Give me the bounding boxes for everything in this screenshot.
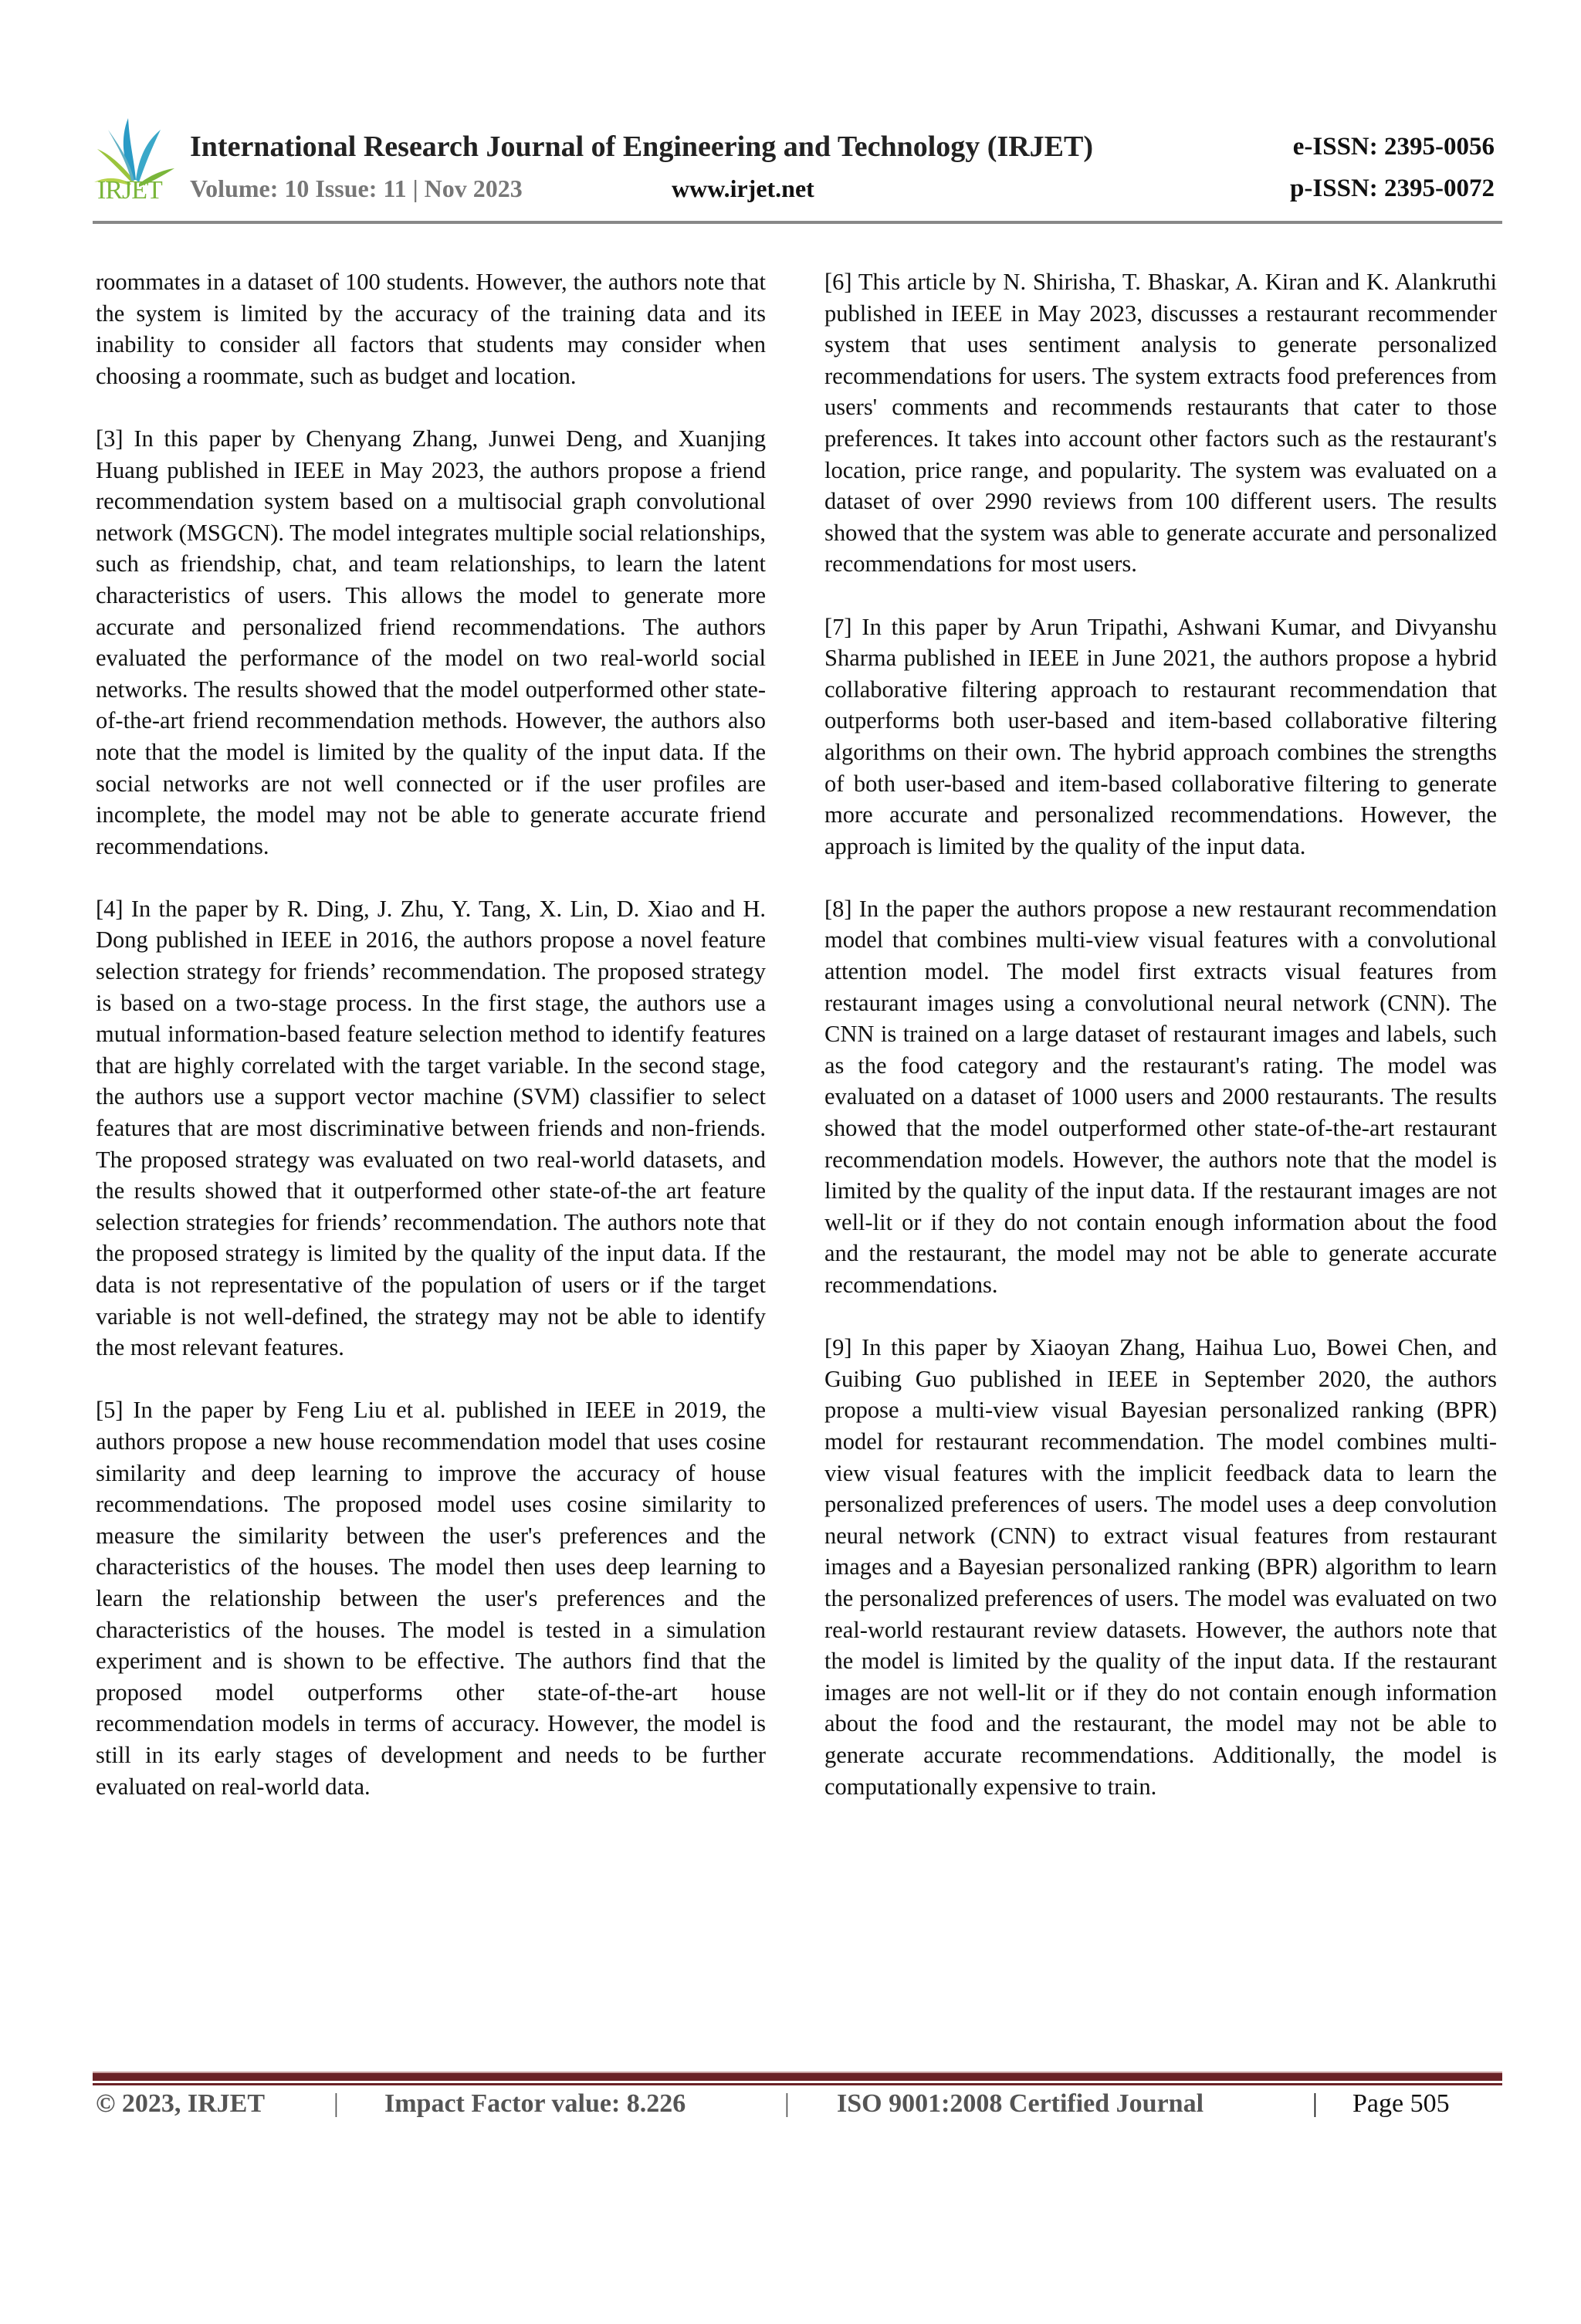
logo-wordmark: IRJET	[97, 176, 162, 205]
volume-issue: Volume: 10 Issue: 11 | Nov 2023	[190, 174, 523, 202]
journal-title: International Research Journal of Engineering and Technology (IRJET)	[190, 130, 1094, 163]
paragraph: roommates in a dataset of 100 students. However, the authors note that the system is limited by the accuracy of the training data and its inability to consider all factors that students may consider when choosing a roommate, such as budget and location.	[96, 269, 766, 389]
footer-copyright: © 2023, IRJET	[96, 2089, 266, 2118]
footer-separator: |	[1312, 2089, 1318, 2118]
left-column	[96, 266, 766, 1834]
website-link[interactable]: www.irjet.net	[672, 174, 814, 202]
page-footer	[96, 2089, 1450, 2324]
paragraph: [6] This article by N. Shirisha, T. Bhaskar, A. Kiran and K. Alankruthi published in IEEE in May 2023, discusses a restaurant recommender system that uses sentiment analysis to generate personalized recommendations for users. The system extracts food preferences from users' comments and recommends restaurants that cater to those preferences. It takes into account other factors such as the restaurant's location, price range, and popularity. The system was evaluated on a dataset of over 2990 reviews from 100 different users. The results showed that the system was able to generate accurate and personalized recommendations for most users.	[824, 269, 1497, 578]
paragraph: [9] In this paper by Xiaoyan Zhang, Haihua Luo, Bowei Chen, and Guibing Guo published in IEEE in September 2020, the authors propose a multi-view visual Bayesian personalized ranking (BPR) model for restaurant recommendation. The model combines multi-view visual features with the implicit feedback data to learn the personalized preferences of users. The model uses a deep convolution neural network (CNN) to extract visual features from restaurant images and a Bayesian personalized ranking (BPR) algorithm to learn the personalized preferences of users. The model was evaluated on two real-world restaurant review datasets. However, the authors note that the model is limited by the quality of the input data. If the restaurant images are not well-lit or if they do not contain enough information about the food and the restaurant, the model may not be able to generate accurate recommendations. Additionally, the model is computationally expensive to train.	[824, 1334, 1497, 1800]
footer-impact-factor: Impact Factor value: 8.226	[384, 2089, 686, 2118]
footer-separator: |	[333, 2089, 339, 2118]
footer-separator: |	[784, 2089, 790, 2118]
paragraph: [7] In this paper by Arun Tripathi, Ashwani Kumar, and Divyanshu Sharma published in IEEE in June 2021, the authors propose a hybrid collaborative filtering approach to restaurant recommendation that outperforms both user-based and item-based collaborative filtering algorithms on their own. The hybrid approach combines the strengths of both user-based and item-based collaborative filtering to generate more accurate and personalized recommendations. However, the approach is limited by the quality of the input data.	[824, 613, 1497, 859]
p-issn: p-ISSN: 2395-0072	[1290, 174, 1495, 202]
paragraph: [5] In the paper by Feng Liu et al. published in IEEE in 2019, the authors propose a new house recommendation model that uses cosine similarity and deep learning to improve the accuracy of house recommendations. The proposed model uses cosine similarity to measure the similarity between the user's preferences and the characteristics of the houses. The model then uses deep learning to learn the relationship between the user's preferences and the characteristics of the houses. The model is tested in a simulation experiment and is shown to be effective. The authors find that the proposed model outperforms other state-of-the-art house recommendation models in terms of accuracy. However, the model is still in its early stages of development and needs to be further evaluated on real-world data.	[96, 1397, 766, 1800]
footer-bar	[93, 2072, 1502, 2081]
header-divider	[93, 221, 1502, 224]
paragraph: [3] In this paper by Chenyang Zhang, Junwei Deng, and Xuanjing Huang published in IEEE in May 2023, the authors propose a friend recommendation system based on a multisocial graph convolutional network (MSGCN). The model integrates multiple social relationships, such as friendship, chat, and team relationships, to learn the latent characteristics of users. This allows the model to generate more accurate and personalized friend recommendations. The authors evaluated the performance of the model on two real-world social networks. The results showed that the model outperformed other state-of-the-art friend recommendation methods. However, the authors also note that the model is limited by the quality of the input data. If the social networks are not well connected or if the user profiles are incomplete, the model may not be able to generate accurate friend recommendations.	[96, 425, 766, 859]
e-issn: e-ISSN: 2395-0056	[1292, 133, 1495, 161]
paragraph: [4] In the paper by R. Ding, J. Zhu, Y. Tang, X. Lin, D. Xiao and H. Dong published in IEEE in 2016, the authors propose a novel feature selection strategy for friends’ recommendation. The proposed strategy is based on a two-stage process. In the first stage, the authors use a mutual information-based feature selection method to identify features that are highly correlated with the target variable. In the second stage, the authors use a support vector machine (SVM) classifier to select features that are most discriminative between friends and non-friends. The proposed strategy was evaluated on two real-world datasets, and the results showed that it outperformed other state-of-the art feature selection strategies for friends’ recommendation. The authors note that the proposed strategy is limited by the quality of the input data. If the data is not representative of the population of users or if the target variable is not well-defined, the strategy may not be able to identify the most relevant features.	[96, 895, 766, 1361]
footer-page-number: Page 505	[1352, 2089, 1450, 2118]
right-column	[824, 266, 1497, 1834]
paragraph: [8] In the paper the authors propose a new restaurant recommendation model that combines multi-view visual features with a convolutional attention model. The model first extracts visual features from restaurant images using a convolutional neural network (CNN). The CNN is trained on a large dataset of restaurant images and labels, such as the food category and the restaurant's rating. The model was evaluated on a dataset of 1000 users and 2000 restaurants. The results showed that the model outperformed other state-of-the-art restaurant recommendation models. However, the authors note that the model is limited by the quality of the input data. If the restaurant images are not well-lit or if they do not contain enough information about the food and the restaurant, the model may not be able to generate accurate recommendations.	[824, 895, 1497, 1298]
footer-bar-thin	[93, 2083, 1502, 2085]
footer-iso: ISO 9001:2008 Certified Journal	[837, 2089, 1204, 2118]
